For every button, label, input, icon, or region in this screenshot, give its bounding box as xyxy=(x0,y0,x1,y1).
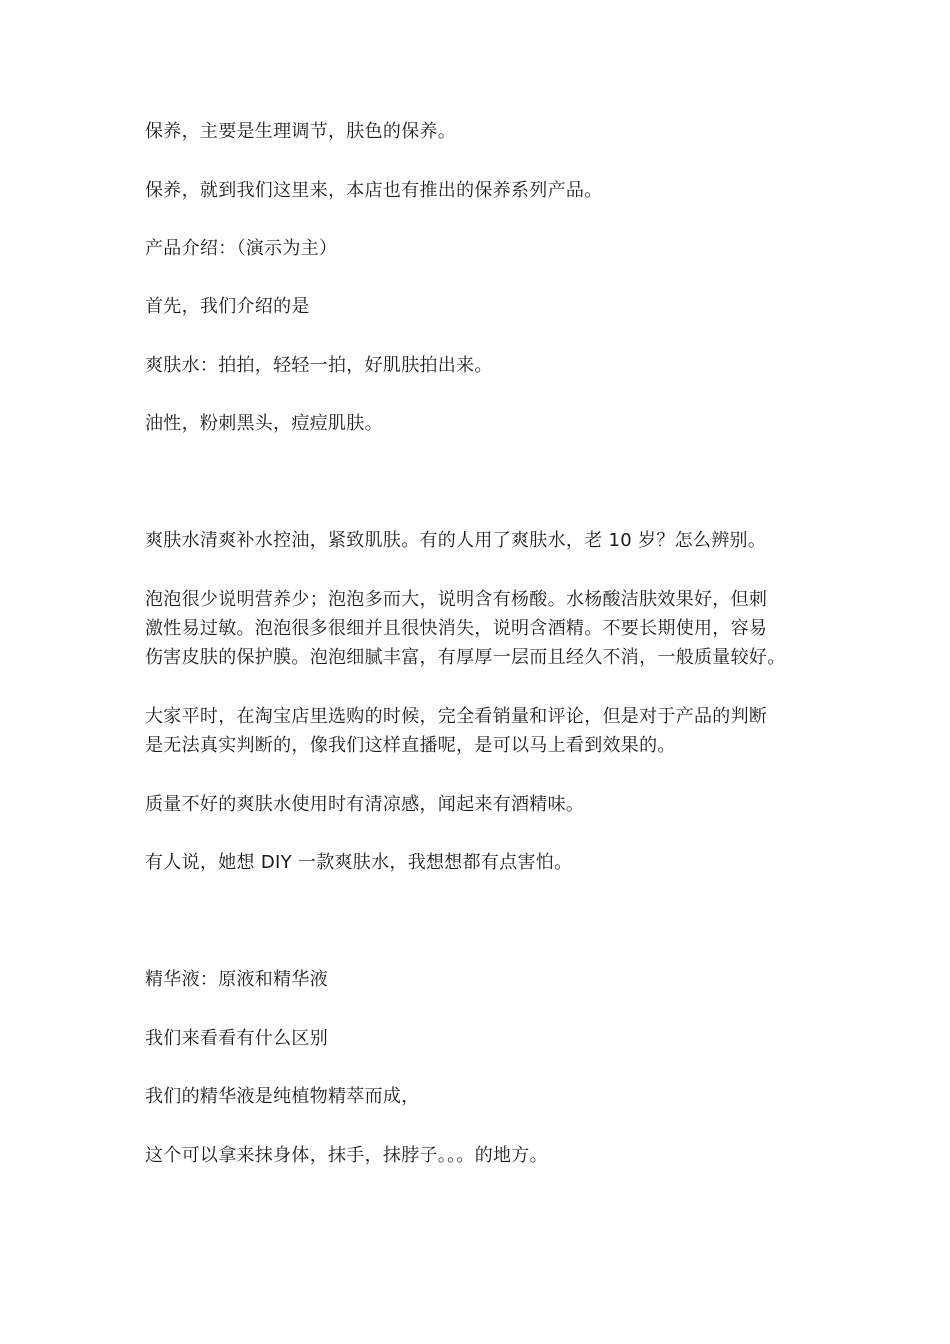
paragraph-bubbles xyxy=(145,585,815,672)
paragraph-line: 泡泡很少说明营养少；泡泡多而大，说明含有杨酸。水杨酸洁肤效果好，但刺 xyxy=(145,589,768,610)
paragraph-product-intro-heading: 产品介绍：（演示为主） xyxy=(145,238,338,259)
paragraph-line: 激性易过敏。泡泡很多很细并且很快消失，说明含酒精。不要长期使用，容易 xyxy=(145,618,768,639)
paragraph-toner-effects: 爽肤水清爽补水控油，紧致肌肤。有的人用了爽肤水，老 10 岁？怎么辨别。 xyxy=(145,530,767,551)
paragraph-line: 伤害皮肤的保护膜。泡泡细腻丰富，有厚厚一层而且经久不消，一般质量较好。 xyxy=(145,647,786,668)
paragraph-taobao xyxy=(145,702,815,760)
paragraph-line: 大家平时，在淘宝店里选购的时候，完全看销量和评论，但是对于产品的判断 xyxy=(145,706,768,727)
paragraph-plant-extract: 我们的精华液是纯植物精萃而成， xyxy=(145,1086,420,1107)
paragraph-diy: 有人说，她想 DIY 一款爽肤水，我想想都有点害怕。 xyxy=(145,852,573,873)
paragraph-store-series: 保养，就到我们这里来，本店也有推出的保养系列产品。 xyxy=(145,180,603,201)
paragraph-oily-skin: 油性，粉刺黑头，痘痘肌肤。 xyxy=(145,413,383,434)
paragraph-toner: 爽肤水：拍拍，轻轻一拍，好肌肤拍出来。 xyxy=(145,355,493,376)
paragraph-body-use: 这个可以拿来抹身体，抹手，抹脖子。。。的地方。 xyxy=(145,1145,548,1166)
paragraph-poor-quality: 质量不好的爽肤水使用时有清凉感，闻起来有酒精味。 xyxy=(145,794,585,815)
paragraph-first-intro: 首先，我们介绍的是 xyxy=(145,296,310,317)
paragraph-line: 是无法真实判断的，像我们这样直播呢，是可以马上看到效果的。 xyxy=(145,735,676,756)
paragraph-difference: 我们来看看有什么区别 xyxy=(145,1028,328,1049)
paragraph-essence-heading: 精华液：原液和精华液 xyxy=(145,969,328,990)
paragraph-skincare-intro: 保养，主要是生理调节，肤色的保养。 xyxy=(145,121,457,142)
